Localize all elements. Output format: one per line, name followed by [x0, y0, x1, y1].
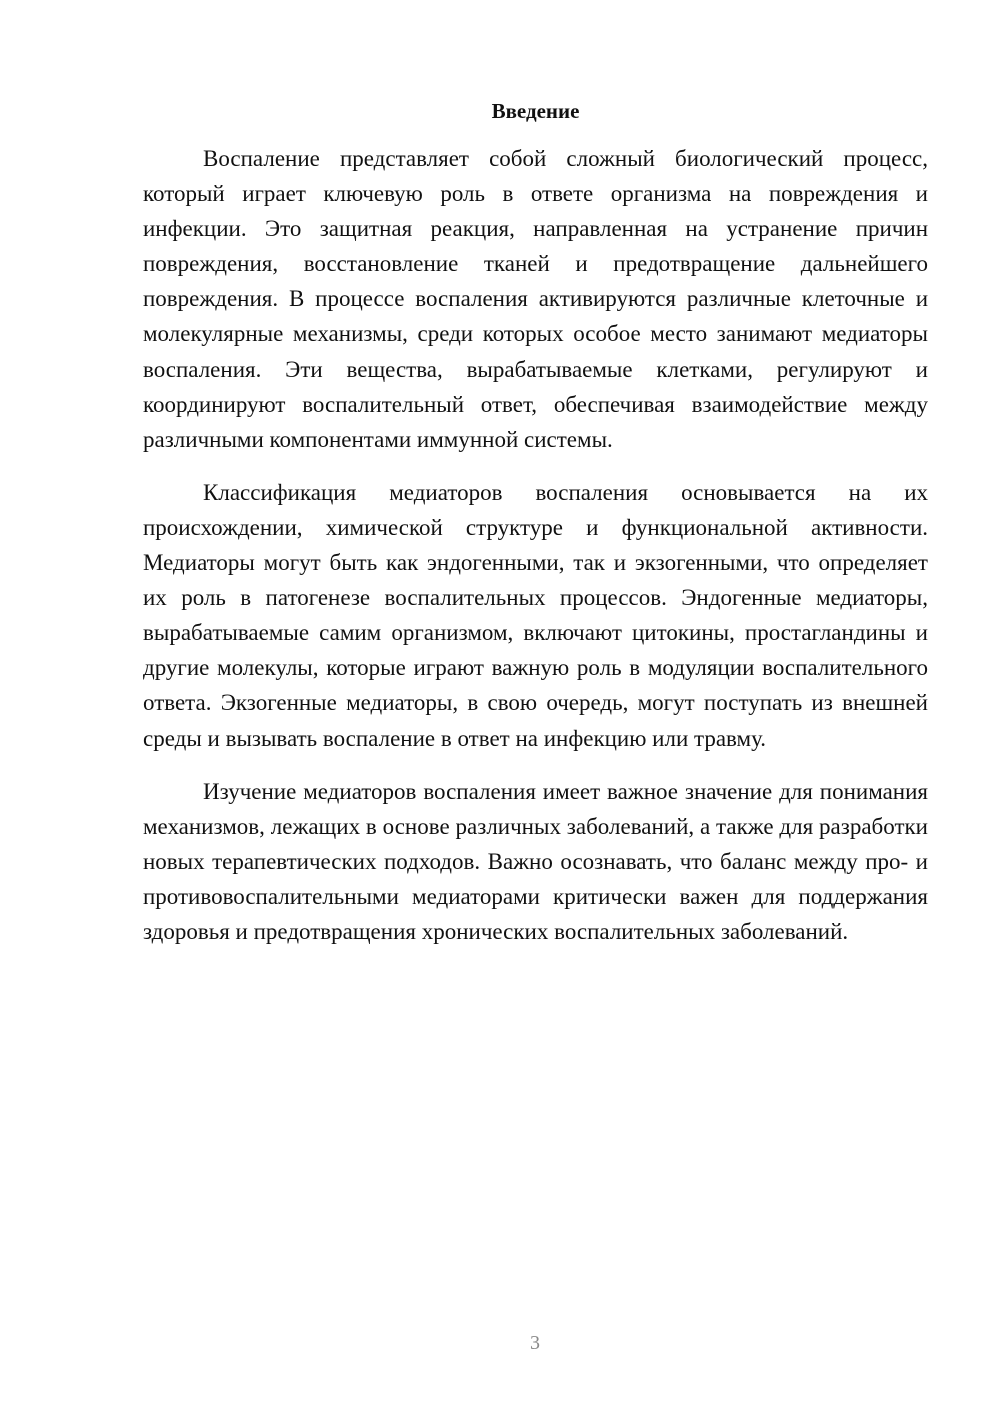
section-heading: Введение [491, 99, 580, 123]
paragraph-1: Воспаление представляет собой сложный биологический процесс, который играет ключевую роль в ответе организма на повреждения и инфекции. Это защитная реакция, направленная на устранение причин повреждения, восстановление тканей и предотвращение дальнейшего повреждения. В процессе воспаления активируются различные клеточные и молекулярные механизмы, среди которых особое место занимают медиаторы воспаления. Эти вещества, вырабатываемые клетками, регулируют и координируют воспалительный ответ, обеспечивая взаимодействие между различными компонентами иммунной системы. [143, 146, 928, 452]
paragraph-3: Изучение медиаторов воспаления имеет важное значение для понимания механизмов, лежащих в основе различных заболеваний, а также для разработки новых терапевтических подходов. Важно осознавать, что баланс между про- и противовоспалительными медиаторами критически важен для поддержания здоровья и предотвращения хронических воспалительных заболеваний. [143, 778, 928, 944]
page-number: 3 [530, 1332, 540, 1354]
paragraph-2: Классификация медиаторов воспаления основывается на их происхождении, химической структуре и функциональной активности. Медиаторы могут быть как эндогенными, так и экзогенными, что определяет их роль в патогенезе воспалительных процессов. Эндогенные медиаторы, вырабатываемые самим организмом, включают цитокины, простагландины и другие молекулы, которые играют важную роль в модуляции воспалительного ответа. Экзогенные медиаторы, в свою очередь, могут поступать из внешней среды и вызывать воспаление в ответ на инфекцию или травму. [143, 479, 928, 751]
body-text [143, 141, 928, 949]
